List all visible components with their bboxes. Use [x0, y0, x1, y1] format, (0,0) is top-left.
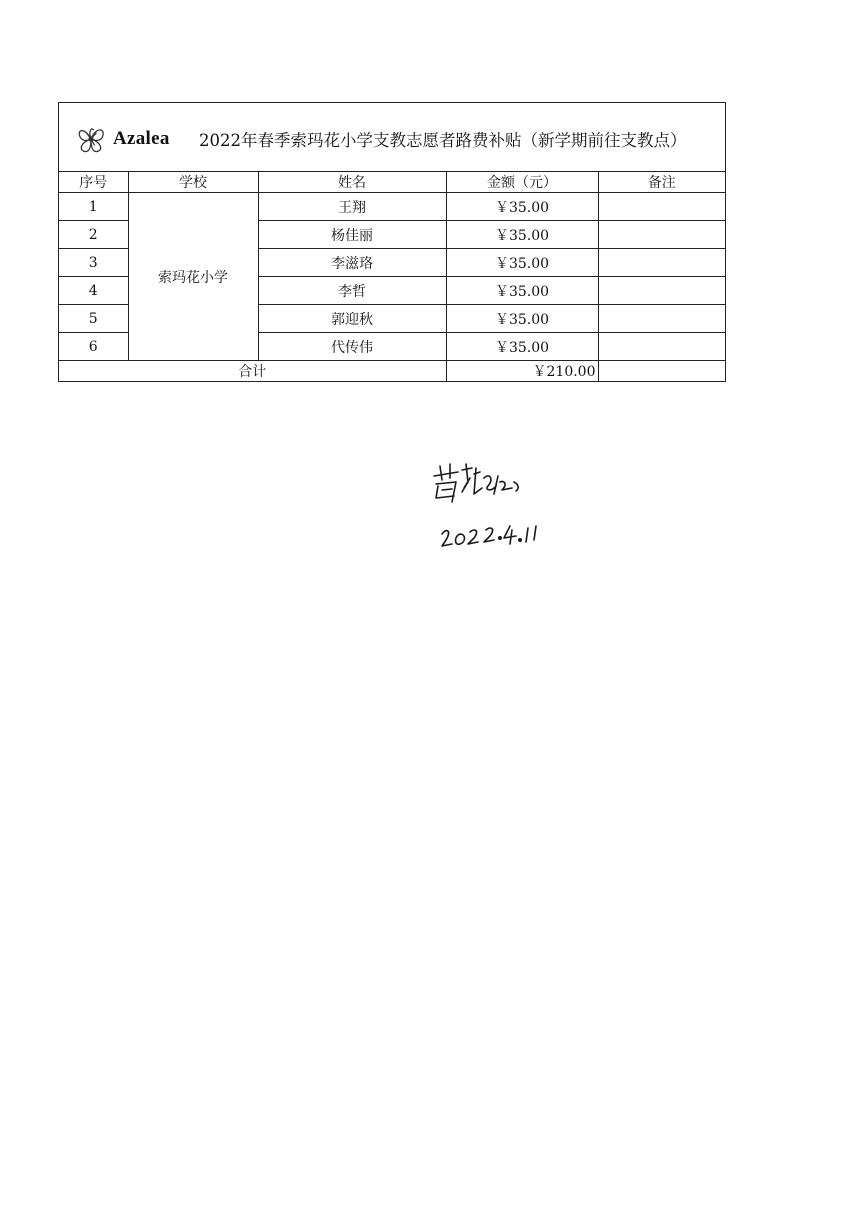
note-cell [598, 277, 725, 305]
table-header-row [59, 172, 725, 193]
amount-cell: ￥35.00 [446, 277, 598, 305]
handwritten-date [440, 522, 544, 556]
note-cell [598, 305, 725, 333]
total-amount: ￥210.00 [446, 361, 598, 382]
amount-cell: ￥35.00 [446, 221, 598, 249]
column-header-no: 序号 [59, 172, 128, 193]
row-number: 4 [59, 277, 128, 305]
column-header-school: 学校 [128, 172, 258, 193]
note-cell [598, 193, 725, 221]
handwritten-signature [428, 458, 524, 512]
row-number: 5 [59, 305, 128, 333]
date-scribble [440, 522, 544, 552]
subsidy-table [59, 172, 725, 381]
column-header-note: 备注 [598, 172, 725, 193]
volunteer-name: 李哲 [258, 277, 446, 305]
amount-cell: ￥35.00 [446, 249, 598, 277]
row-number: 2 [59, 221, 128, 249]
azalea-logo [73, 121, 170, 157]
volunteer-name: 郭迎秋 [258, 305, 446, 333]
total-row [59, 361, 725, 382]
column-header-amount: 金额（元） [446, 172, 598, 193]
column-header-name: 姓名 [258, 172, 446, 193]
volunteer-name: 李滋珞 [258, 249, 446, 277]
form-header [59, 103, 725, 172]
row-number: 6 [59, 333, 128, 361]
total-note-cell [598, 361, 725, 382]
row-number: 3 [59, 249, 128, 277]
note-cell [598, 333, 725, 361]
amount-cell: ￥35.00 [446, 333, 598, 361]
amount-cell: ￥35.00 [446, 193, 598, 221]
volunteer-name: 杨佳丽 [258, 221, 446, 249]
subsidy-form [58, 102, 726, 382]
school-cell: 索玛花小学 [128, 193, 258, 361]
row-number: 1 [59, 193, 128, 221]
logo-wordmark: Azalea [113, 128, 170, 149]
azalea-flower-icon [73, 121, 109, 157]
note-cell [598, 221, 725, 249]
total-label: 合计 [59, 361, 446, 382]
amount-cell: ￥35.00 [446, 305, 598, 333]
note-cell [598, 249, 725, 277]
signature-scribble [428, 458, 524, 508]
volunteer-name: 王翔 [258, 193, 446, 221]
table-row [59, 193, 725, 221]
form-title: 2022年春季索玛花小学支教志愿者路费补贴（新学期前往支教点） [199, 131, 687, 150]
volunteer-name: 代传伟 [258, 333, 446, 361]
